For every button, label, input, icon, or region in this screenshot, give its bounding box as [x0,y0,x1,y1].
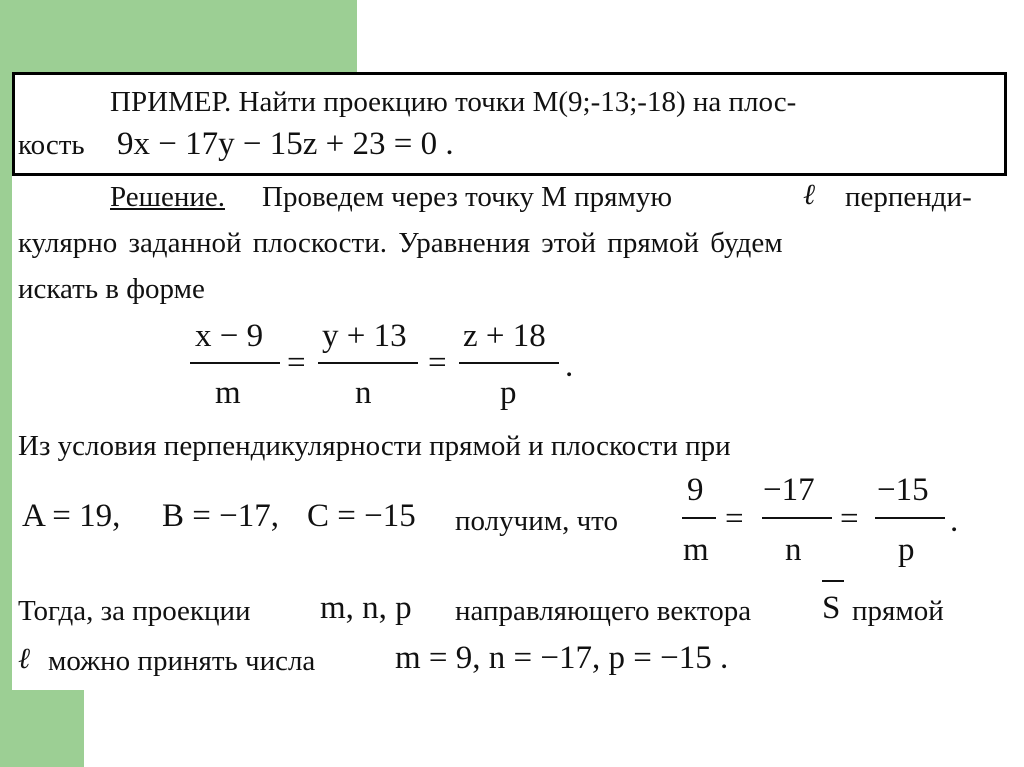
green-accent-top [0,0,357,72]
ratio-den-2: n [785,532,802,568]
canon-num-3: z + 18 [463,318,546,354]
ratio-eq-1: = [725,501,744,537]
canon-den-1: m [215,375,241,411]
conclusion-text-1: Тогда, за проекции [18,595,251,627]
coef-C: C = −15 [307,498,416,534]
condition-text: Из условия перпендикулярности прямой и плоскости при [18,430,731,462]
ratio-den-1: m [683,532,709,568]
solution-line-3: искать в форме [18,273,205,305]
solution-line-1: Проведем через точку М прямую [262,181,673,213]
solution-line-1-end: перпенди- [845,181,972,213]
problem-line-2-prefix: кость [18,129,85,161]
canon-den-3: p [500,375,517,411]
ratio-num-2: −17 [763,472,815,508]
coef-B: B = −17, [162,498,279,534]
ratio-den-3: p [898,532,915,568]
green-accent-bottom [0,690,84,767]
ratio-frac-line-1 [682,517,716,519]
conclusion-text-4: можно принять числа [48,645,316,677]
plane-equation: 9x − 17y − 15z + 23 = 0 . [117,126,454,162]
condition-mid: получим, что [455,505,618,537]
canon-eq-1: = [287,345,306,381]
canon-den-2: n [355,375,372,411]
ell-symbol: ℓ [803,177,816,211]
canon-eq-2: = [428,345,447,381]
canon-num-2: y + 13 [322,318,407,354]
mnp-symbols: m, n, p [320,590,412,626]
problem-line-1: ПРИМЕР. Найти проекцию точки М(9;-13;-18) на плос- [110,86,797,118]
canon-period: . [565,348,574,384]
ratio-period: . [950,503,959,539]
ratio-num-1: 9 [687,472,704,508]
canon-num-1: x − 9 [195,318,264,354]
solution-label: Решение. [110,181,225,213]
ratio-frac-line-3 [875,517,945,519]
ell-symbol-2: ℓ [18,641,31,675]
direction-values: m = 9, n = −17, p = −15 . [395,640,729,676]
canon-frac-line-2 [318,362,418,364]
vector-bar [822,580,844,582]
ratio-eq-2: = [840,501,859,537]
canon-frac-line-1 [190,362,280,364]
coef-A: A = 19, [22,498,121,534]
solution-line-2: кулярно заданной плоскости. Уравнения этой прямой будем [18,227,783,259]
conclusion-text-3: прямой [852,595,944,627]
canon-frac-line-3 [459,362,559,364]
vector-S: S [822,590,841,626]
ratio-num-3: −15 [877,472,929,508]
ratio-frac-line-2 [762,517,832,519]
conclusion-text-2: направляющего вектора [455,595,752,627]
